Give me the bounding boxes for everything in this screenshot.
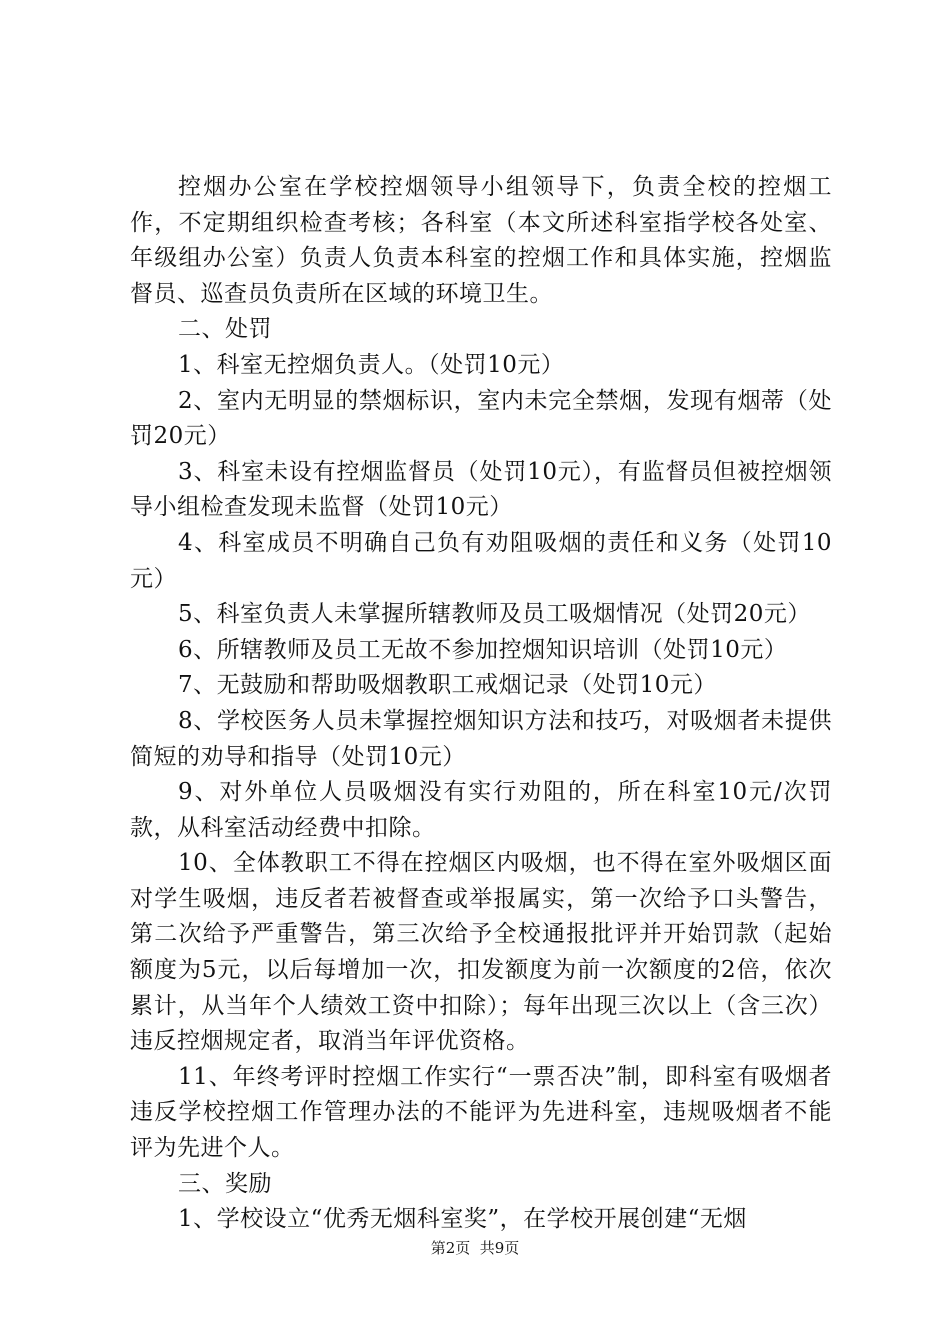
page-number: 第2页 共9页 — [430, 1239, 520, 1257]
document-body — [130, 170, 832, 1238]
penalty-item-8: 8、学校医务人员未掌握控烟知识方法和技巧，对吸烟者未提供简短的劝导和指导（处罚10元） — [130, 707, 832, 770]
penalty-item-7: 7、无鼓励和帮助吸烟教职工戒烟记录（处罚10元） — [178, 672, 717, 699]
penalty-item-4: 4、科室成员不明确自己负有劝阻吸烟的责任和义务（处罚10元） — [130, 529, 832, 592]
penalty-item-10: 10、全体教职工不得在控烟区内吸烟，也不得在室外吸烟区面对学生吸烟，违反者若被督查或举报属实，第一次给予口头警告，第二次给予严重警告，第三次给予全校通报批评并开始罚款（起始额度为5元，以后每增加一次，扣发额度为前一次额度的2倍，依次累计，从当年个人绩效工资中扣除）；每年出现三次以上（含三次）违反控烟规定者，取消当年评优资格。 — [130, 850, 832, 1055]
penalty-item-1: 1、科室无控烟负责人。（处罚10元） — [178, 351, 565, 378]
reward-item-1: 1、学校设立“优秀无烟科室奖”，在学校开展创建“无烟 — [178, 1206, 747, 1233]
penalty-item-3: 3、科室未设有控烟监督员（处罚10元），有监督员但被控烟领导小组检查发现未监督（处罚10元） — [130, 458, 832, 521]
penalty-item-5: 5、科室负责人未掌握所辖教师及员工吸烟情况（处罚20元） — [178, 601, 811, 628]
penalty-item-11: 11、年终考评时控烟工作实行“一票否决”制，即科室有吸烟者违反学校控烟工作管理办法的不能评为先进科室，违规吸烟者不能评为先进个人。 — [130, 1063, 832, 1162]
penalty-item-9: 9、对外单位人员吸烟没有实行劝阻的，所在科室10元/次罚款，从科室活动经费中扣除。 — [130, 779, 832, 841]
page-footer — [0, 1238, 950, 1258]
penalty-item-6: 6、所辖教师及员工无故不参加控烟知识培训（处罚10元） — [178, 636, 788, 663]
penalty-item-2: 2、室内无明显的禁烟标识，室内未完全禁烟，发现有烟蒂（处罚20元） — [130, 387, 832, 450]
section-heading-rewards: 三、奖励 — [178, 1170, 272, 1197]
paragraph-office-duties: 控烟办公室在学校控烟领导小组领导下，负责全校的控烟工作，不定期组织检查考核；各科室（本文所述科室指学校各处室、年级组办公室）负责人负责本科室的控烟工作和具体实施，控烟监督员、巡查员负责所在区域的环境卫生。 — [130, 174, 832, 307]
section-heading-penalties: 二、处罚 — [178, 316, 272, 343]
